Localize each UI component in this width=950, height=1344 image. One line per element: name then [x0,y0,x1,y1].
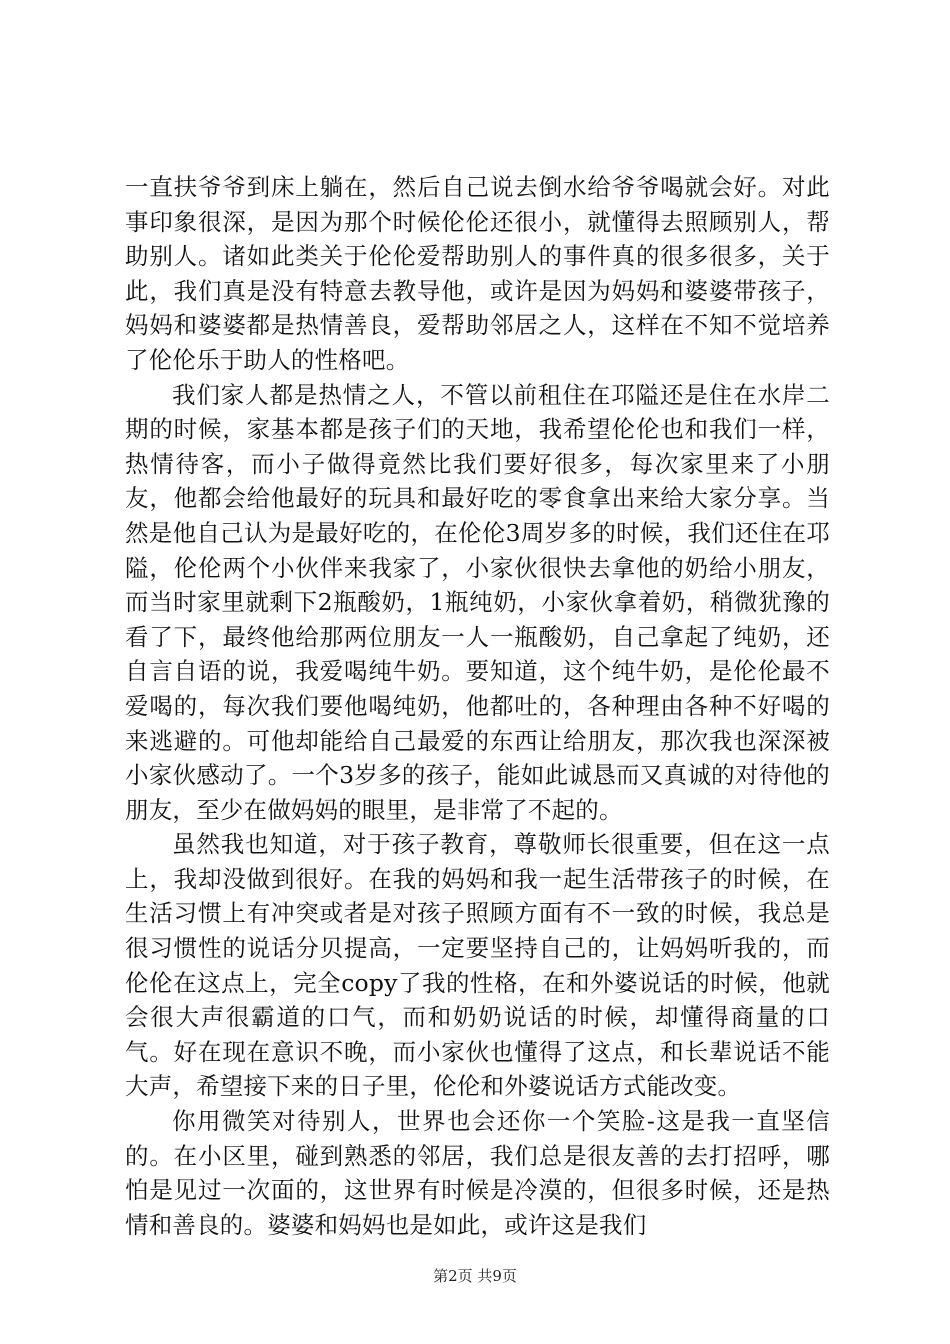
document-body [125,170,830,1242]
paragraph-2: 我们家人都是热情之人，不管以前租住在邛隘还是住在水岸二期的时候，家基本都是孩子们的天地，我希望伦伦也和我们一样，热情待客，而小子做得竟然比我们要好很多，每次家里来了小朋友，他都会给他最好的玩具和最好吃的零食拿出来给大家分享。当然是他自己认为是最好吃的，在伦伦3周岁多的时候，我们还住在邛隘，伦伦两个小伙伴来我家了，小家伙很快去拿他的奶给小朋友，而当时家里就剩下2瓶酸奶，1瓶纯奶，小家伙拿着奶，稍微犹豫的看了下，最终他给那两位朋友一人一瓶酸奶，自己拿起了纯奶，还自言自语的说，我爱喝纯牛奶。要知道，这个纯牛奶，是伦伦最不爱喝的，每次我们要他喝纯奶，他都吐的，各种理由各种不好喝的来逃避的。可他却能给自己最爱的东西让给朋友，那次我也深深被小家伙感动了。一个3岁多的孩子，能如此诚恳而又真诚的对待他的朋友，至少在做妈妈的眼里，是非常了不起的。 [125,380,830,824]
paragraph-4: 你用微笑对待别人，世界也会还你一个笑脸-这是我一直坚信的。在小区里，碰到熟悉的邻居，我们总是很友善的去打招呼，哪怕是见过一次面的，这世界有时候是冷漠的，但很多时候，还是热情和善良的。婆婆和妈妈也是如此，或许这是我们 [125,1107,830,1239]
paragraph-3: 虽然我也知道，对于孩子教育，尊敬师长很重要，但在这一点上，我却没做到很好。在我的妈妈和我一起生活带孩子的时候，在生活习惯上有冲突或者是对孩子照顾方面有不一致的时候，我总是很习惯性的说话分贝提高，一定要坚持自己的，让妈妈听我的，而伦伦在这点上，完全copy了我的性格，在和外婆说话的时候，他就会很大声很霸道的口气，而和奶奶说话的时候，却懂得商量的口气。好在现在意识不晚，而小家伙也懂得了这点，和长辈说话不能大声，希望接下来的日子里，伦伦和外婆说话方式能改变。 [125,830,830,1101]
page-footer: 第2页 共9页 [433,1267,517,1285]
paragraph-1: 一直扶爷爷到床上躺在，然后自己说去倒水给爷爷喝就会好。对此事印象很深，是因为那个时候伦伦还很小，就懂得去照顾别人，帮助别人。诸如此类关于伦伦爱帮助别人的事件真的很多很多，关于此，我们真是没有特意去教导他，或许是因为妈妈和婆婆带孩子，妈妈和婆婆都是热情善良，爱帮助邻居之人，这样在不知不觉培养了伦伦乐于助人的性格吧。 [125,173,830,374]
